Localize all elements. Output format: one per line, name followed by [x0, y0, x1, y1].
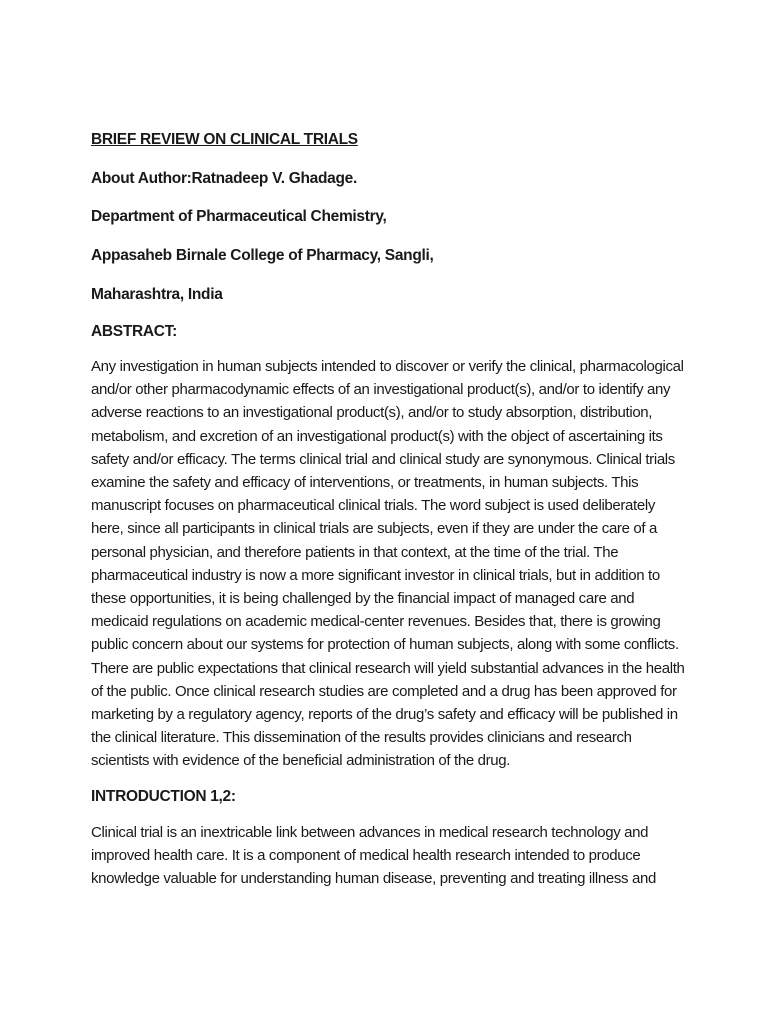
department-line: Department of Pharmaceutical Chemistry, — [91, 208, 387, 225]
document-title: BRIEF REVIEW ON CLINICAL TRIALS — [91, 131, 358, 148]
document-page — [91, 124, 691, 890]
author-line: About Author:Ratnadeep V. Ghadage. — [91, 170, 357, 187]
introduction-heading: INTRODUCTION 1,2: — [91, 787, 236, 805]
college-line: Appasaheb Birnale College of Pharmacy, Sangli, — [91, 247, 434, 264]
abstract-paragraph: Any investigation in human subjects intended to discover or verify the clinical, pharmacological and/or other pharmacodynamic effects of an investigational product(s), and/or to identify any adverse reactions to an investigational product(s), and/or to study absorption, distribution, metabolism, and excretion of an investigational product(s) with the object of ascertaining its safety and/or efficacy. The terms clinical trial and clinical study are synonymous. Clinical trials examine the safety and efficacy of interventions, or treatments, in human subjects. This manuscript focuses on pharmaceutical clinical trials. The word subject is used deliberately here, since all participants in clinical trials are subjects, even if they are under the care of a personal physician, and therefore patients in that context, at the time of the trial. The pharmaceutical industry is now a more significant investor in clinical trials, but in addition to these opportunities, it is being challenged by the financial impact of managed care and medicaid regulations on academic medical-center revenues. Besides that, there is growing public concern about our systems for protection of human subjects, along with some conflicts. There are public expectations that clinical research will yield substantial advances in the health of the public. Once clinical research studies are completed and a drug has been approved for marketing by a regulatory agency, reports of the drug’s safety and efficacy will be published in the clinical literature. This dissemination of the results provides clinicians and research scientists with evidence of the beneficial administration of the drug. — [91, 358, 685, 770]
location-line: Maharashtra, India — [91, 286, 223, 303]
abstract-heading: ABSTRACT: — [91, 323, 177, 340]
introduction-paragraph: Clinical trial is an inextricable link between advances in medical research technology and improved health care. It is a component of medical health research intended to produce knowledge valuable for understanding human disease, preventing and treating illness and — [91, 823, 656, 888]
